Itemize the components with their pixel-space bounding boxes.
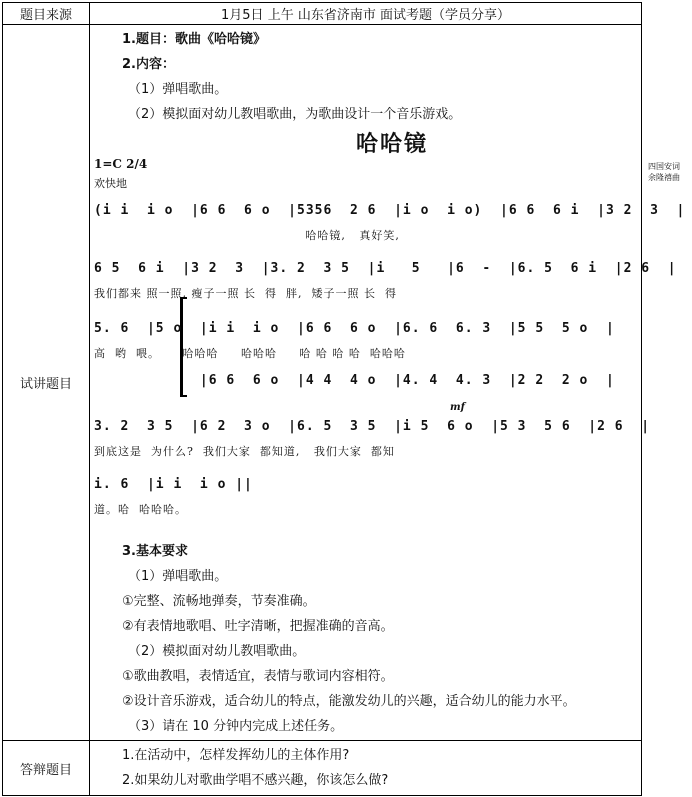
defense-question: 1.在活动中，怎样发挥幼儿的主体作用? <box>122 748 350 763</box>
content-heading: 2.内容： <box>122 57 175 72</box>
score-lyrics-row: 到底这是 为什么? 我们大家 都知道, 我们大家 都知 <box>94 445 395 458</box>
composer-credit <box>648 161 680 183</box>
lecture-title: 1.题目：歌曲《哈哈镜》 <box>122 32 266 47</box>
score-notes-row: |6 6 6 o |4 4 4 o |4. 4 4. 3 |2 2 2 o | <box>94 373 615 388</box>
requirement-item: ②设计音乐游戏，适合幼儿的特点，能激发幼儿的兴趣，适合幼儿的能力水平。 <box>122 694 576 709</box>
score-lyrics-row: 哈哈镜, 真好笑, <box>94 229 400 242</box>
header-row <box>3 3 642 25</box>
requirement-item: （3）请在 10 分钟内完成上述任务。 <box>128 719 344 734</box>
requirement-item: ②有表情地歌唱、吐字清晰，把握准确的音高。 <box>122 619 394 634</box>
requirement-item: ①歌曲教唱，表情适宜，表情与歌词内容相符。 <box>122 669 394 684</box>
score-lyrics-row: 高 哟 喂。 哈哈哈 哈哈哈 哈 哈 哈 哈 哈哈哈 <box>94 347 406 360</box>
score-notes-row: 3. 2 3 5 |6 2 3 o |6. 5 3 5 |i 5 6 o |5 3 5 6 |2 6 | <box>94 419 651 434</box>
defense-content <box>90 741 642 796</box>
lecture-label: 试讲题目 <box>3 25 90 741</box>
score-notes-row: (i i i o |6 6 6 o |5356 2 6 |i o i o) |6 6 6 i |3 2 3 | <box>94 203 686 218</box>
source-label: 题目来源 <box>3 3 90 25</box>
exam-sheet-table <box>2 2 686 796</box>
lecture-content <box>90 25 686 741</box>
key-signature: 1=C 2/4 <box>94 157 148 171</box>
dynamic-marking: mf <box>450 402 465 413</box>
requirement-item: ①完整、流畅地弹奏，节奏准确。 <box>122 594 316 609</box>
song-title: 哈哈镜 <box>355 131 428 157</box>
source-value: 1月5日 上午 山东省济南市 面试考题（学员分享） <box>90 3 642 25</box>
content-item: （1）弹唱歌曲。 <box>128 82 228 97</box>
defense-row <box>3 741 642 796</box>
content-item: （2）模拟面对幼儿教唱歌曲，为歌曲设计一个音乐游戏。 <box>128 107 462 122</box>
lyricist-credit: 四国安词 <box>648 162 680 171</box>
defense-label: 答辩题目 <box>3 741 90 796</box>
score-notes-row: 6 5 6 i |3 2 3 |3. 2 3 5 |i 5 |6 - |6. 5 6 i |2 6 | <box>94 261 677 276</box>
requirement-item: （2）模拟面对幼儿教唱歌曲。 <box>128 644 306 659</box>
score-lyrics-row: 道。哈 哈哈哈。 <box>94 503 187 516</box>
composer-name-credit: 余隆禧曲 <box>648 173 680 182</box>
requirements-heading: 3.基本要求 <box>122 544 188 559</box>
score-notes-row: i. 6 |i i i o || <box>94 477 253 492</box>
lecture-row <box>3 25 642 741</box>
score-notes-row: 5. 6 |5 o |i i i o |6 6 6 o |6. 6 6. 3 |5 5 5 o | <box>94 321 615 336</box>
music-score <box>92 127 692 539</box>
tempo-marking: 欢快地 <box>94 177 127 190</box>
score-lyrics-row: 我们都来 照一照, 瘦子一照 长 得 胖, 矮子一照 长 得 <box>94 287 397 300</box>
requirement-item: （1）弹唱歌曲。 <box>128 569 228 584</box>
defense-question: 2.如果幼儿对歌曲学唱不感兴趣，你该怎么做? <box>122 773 389 788</box>
